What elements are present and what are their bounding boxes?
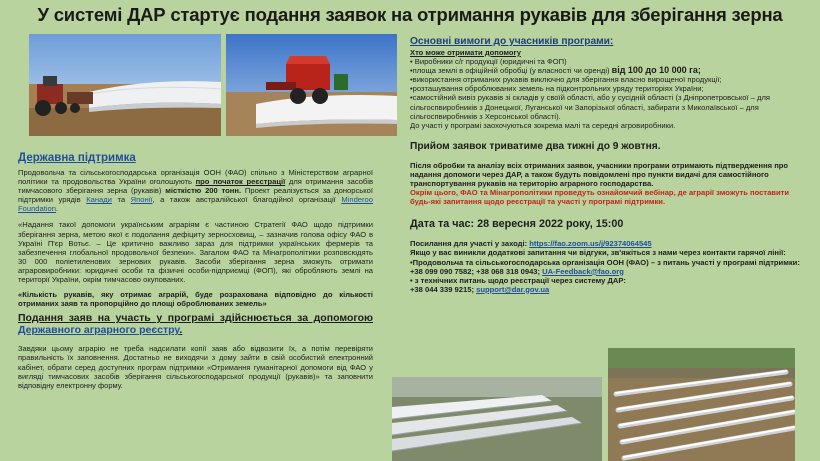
instructions-paragraph: Завдяки цьому аграрію не треба надсилати копії заяв або відвозити їх, а потім перевіряти правильність їх заповнення. Достатньо не виходячи з дому зайти в свій особистий електронний кабінет, обрати серед доступних програм підтримки «Отримання гуманітарної допомоги від ФАО у вигляді тимчасових засобів зберігання сільськогосподарської продукції (рукавів)» та заповнити відповідну електронну форму. [18, 344, 373, 390]
application-paragraph [18, 312, 373, 336]
p1-text-c: Проект реалізується за донорської підтримки урядів [18, 186, 373, 205]
aerial-grain-bags-photo [608, 348, 795, 461]
hotline-intro: Якщо у вас виникли додаткові запитання чи відгуки, зв'яжіться з нами через контакти гарячої лінії: [410, 248, 786, 258]
p1-end: . [56, 204, 59, 214]
dar-phone: +38 044 339 9215; [410, 284, 477, 294]
p1-text-b: для отримання засобів тимчасового зберігання зерна (рукавів) [18, 177, 373, 196]
grain-loading-photo [226, 34, 397, 136]
p4-end: . [179, 324, 183, 337]
canada-link[interactable]: Канади [86, 195, 112, 205]
announcement-paragraph [18, 168, 373, 213]
fao-contact-text: •Продовольча та сільськогосподарська організація ООН (ФАО) – з питань участі у програмі підтримки: [410, 257, 800, 267]
requirement-land-area [410, 66, 805, 75]
small-producers-note: До участі у програмі заохочуються зокрема малі та середні агровиробники. [410, 120, 676, 130]
p1-bold2: місткістю 200 тонн. [165, 186, 242, 196]
minderoo-link[interactable]: Minderoo Foundation [18, 195, 374, 214]
left-column [18, 152, 373, 394]
p1-bold: про початок реєстрації [195, 177, 286, 187]
zoom-link[interactable]: https://fao.zoom.us/j/92374064545 [529, 239, 652, 249]
japan-link[interactable]: Японії [130, 195, 153, 205]
fao-contact-details [410, 267, 805, 276]
requirement-producers: • Виробники с/г продукції (юридичні та ФОП) [410, 57, 567, 67]
webinar-notice: Окрім цього, ФАО та Мінагрополітики проведуть ознайомчий вебінар, де аграрії зможуть поставити будь-які запитання щодо реєстрації та участі у програмі підтримки. [410, 188, 790, 207]
p4-text: Подання заяв на участь у програмі здійснюється за допомогою [18, 312, 373, 325]
bags-quantity-quote: «Кількість рукавів, яку отримає аграрій, буде розрахована відповідно до кількості отриманих заяв та пропорційно до площі оброблюваних земель» [18, 290, 373, 309]
after-processing-text: Після обробки та аналізу всіх отриманих заявок, учасники програми отримають підтвердження про надання допомоги через ДАР, а також будуть повідомлені про пункти видачі для самостійного транспортування рукавів на територію аграрного господарства. [410, 160, 789, 189]
who-can-apply: Хто може отримати допомогу [410, 48, 521, 57]
webinar-datetime: Дата та час: 28 вересня 2022 року, 15:00 [410, 218, 624, 231]
right-column [410, 36, 805, 294]
dar-contact-text: • з технічних питань щодо реєстрації через систему ДАР: [410, 275, 626, 285]
requirement-controlled-territory: •розташування оброблюваних земель на підконтрольних уряду територіях України; [410, 84, 704, 94]
p1-and: та [111, 195, 131, 205]
intake-period: Прийом заявок триватиме два тижні до 9 жовтня. [410, 140, 661, 152]
p1-text-d: , а також австралійської благодійної організації [152, 195, 342, 205]
fao-email-link[interactable]: UA-Feedback@fao.org [542, 266, 624, 276]
dar-email-link[interactable]: support@dar.gov.ua [476, 284, 550, 294]
requirement-self-pickup: •самостійний вивіз рукавів зі складів у своїй області, або у сусідній області (з Дніпропетровської – для сільгоспвиробників з Донецької, Луганської чи Запорізької області, забирати з Миколаївської – для сільгоспвиробників з Херсонської області). [410, 93, 771, 121]
land-area-text: •площа землі в офіційній обробці (у власності чи оренді) [410, 66, 612, 76]
land-area-range: від 100 до 10 000 га; [611, 65, 701, 76]
state-support-heading: Державна підтримка [18, 152, 136, 164]
requirements-heading: Основні вимоги до учасників програми: [410, 36, 614, 47]
page-title: У системі ДАР стартує подання заявок на отримання рукавів для зберігання зерна [37, 4, 783, 25]
tractor-grain-bags-photo [29, 34, 221, 136]
grain-tunnels-photo [392, 377, 602, 461]
quote-paragraph: «Надання такої допомоги українським аграріям є частиною Стратегії ФАО щодо підтримки зберігання зерна, метою якої є подолання дефіциту зерносховищ, – зазначив голова офісу ФАО в Україні П'єр Вотьє. – Це критично важливо зараз для підтримки українських фермерів та забезпечення глобальної продовольчої безпеки». Загалом ФАО та Мінагрополітики розповсюдять 30 000 поліетиленових зернових рукавів. Засоби зберігання зерна зможуть отримати аграровиробники: юридичні особи та фізичні особи-підприємці (ФОП), які обробляють землі на території України, окрім тимчасово окупованих. [18, 220, 373, 285]
zoom-link-label: Посилання для участі у заході: [410, 239, 530, 249]
fao-phones: +38 099 090 7582; +38 068 318 0943; [410, 266, 543, 276]
zoom-link-line [410, 239, 805, 248]
dar-contact-details [410, 285, 805, 294]
state-agrarian-register-link[interactable]: Державного аграрного реєстру [18, 324, 180, 337]
p1-text-a: Продовольча та сільськогосподарська організація ООН (ФАО) спільно з Міністерством аграрної політики та продовольства України оголошують [18, 168, 373, 187]
requirement-own-use: •використання отриманих рукавів виключно для зберігання власно вирощеної продукції; [410, 75, 722, 85]
